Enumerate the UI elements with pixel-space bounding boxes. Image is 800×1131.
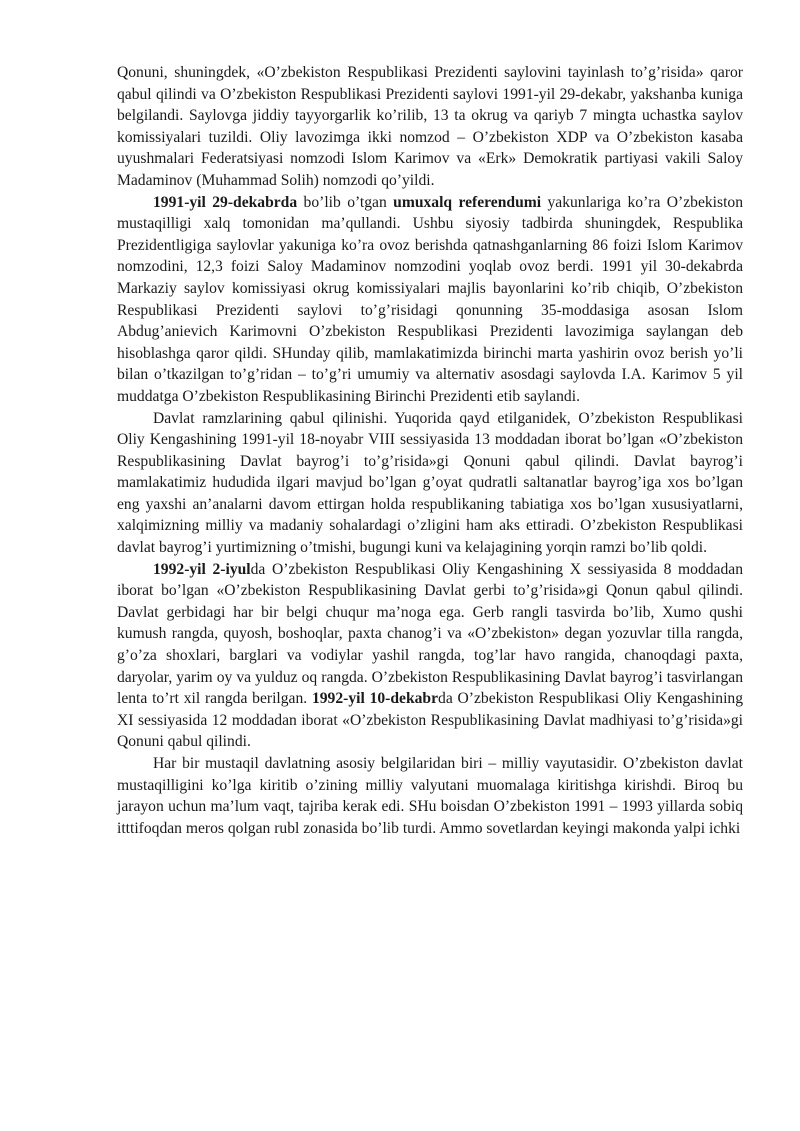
paragraph-referendum bbox=[117, 192, 743, 408]
document-page bbox=[117, 62, 743, 839]
bold-term: umuxalq referendumi bbox=[393, 193, 542, 211]
text-run: da O’zbekiston Respublikasi Oliy Kengashining XI sessiyasida 12 moddadan iborat «O’zbekiston Respublikasining Davlat madhiyasi to’g’risida»gi Qonuni qabul qilindi. bbox=[117, 690, 744, 751]
paragraph-currency bbox=[117, 753, 743, 839]
text-run: yakunlariga ko’ra O’zbekiston mustaqilligi xalq tomonidan ma’qullandi. Ushbu siyosiy tadbirda shuningdek, Respublika Prezidentligiga saylovlar yakuniga ko’ra ovoz berishda qatnashganlarning 86 foizi Islom Karimov nomzodini, 12,3 foizi Saloy Madaminov nomzodini yoqlab ovoz berdi. 1991 yil 30-dekabrda Markaziy saylov komissiyasi okrug komissiyalari majlis bayonlarini ko’rib chiqib, O’zbekiston Respublikasi Prezidenti saylovi to’g’risidagi qonunning 35-moddasiga asosan Islom Abdug’anievich Karimovni O’zbekiston Respublikasi Prezidenti lavozimiga saylangan deb hisoblashga qaror qildi. SHunday qilib, mamlakatimizda birinchi marta yashirin ovoz berish yo’li bilan o’tkazilgan to’g’ridan – to’g’ri umumiy va alternativ asosdagi saylovda I.A. Karimov 5 yil muddatga O’zbekiston Respublikasining Birinchi Prezidenti etib saylandi. bbox=[117, 193, 743, 405]
bold-date: 1991-yil 29-dekabrda bbox=[153, 193, 298, 211]
text-run: bo’lib o’tgan bbox=[297, 193, 394, 211]
paragraph-state-symbols bbox=[117, 408, 743, 559]
text-run: da O’zbekiston Respublikasi Oliy Kengashining X sessiyasida 8 moddadan iborat bo’lgan «O’zbekiston Respublikasining Davlat gerbi to’g’risida»gi Qonun qabul qilindi. Davlat gerbidagi har bir belgi chuqur ma’noga ega. Gerb rangli tasvirda bo’lib, Xumo qushi kumush rangda, quyosh, boshoqlar, paxta chanog’i va «O’zbekiston» degan yozuvlar tilla rangda, g’o’za shoxlari, barglari va vodiylar yashil rangda, tog’lar havo rangida, chanoqdagi paxta, daryolar, yarim oy va yulduz oq rangda. O’zbekiston Respublikasining Davlat bayrog’i tasvirlangan lenta to’rt xil rangda berilgan. bbox=[117, 560, 743, 708]
text-run: Har bir mustaqil davlatning asosiy belgilaridan biri – milliy vayutasidir. O’zbekiston davlat mustaqilligini ko’lga kiritib o’zining milliy valyutani muomalaga kiritishga kirishdi. Biroq bu jarayon uchun ma’lum vaqt, tajriba kerak edi. SHu boisdan O’zbekiston 1991 – 1993 yillarda sobiq itttifoqdan meros qolgan rubl zonasida bo’lib turdi. Ammo sovetlardan keyingi makonda yalpi ichki bbox=[117, 755, 743, 837]
text-run: Davlat ramzlarining qabul qilinishi. Yuqorida qayd etilganidek, O’zbekiston Respublikasi Oliy Kengashining 1991-yil 18-noyabr VIII sessiyasida 13 moddadan iborat bo’lgan «O’zbekiston Respublikasining Davlat bayrog’i to’g’risida»gi Qonuni qabul qilindi. Davlat bayrog’i mamlakatimiz hududida ilgari mavjud bo’lgan g’oyat qudratli saltanatlar bayrog’iga xos bo’lgan eng yaxshi an’analarni davom ettirgan holda respublikaning tabiatiga xos bo’lgan xususiyatlarni, xalqimizning milliy va madaniy sohalardagi o’zligini ham aks ettiradi. O’zbekiston Respublikasi davlat bayrog’i yurtimizning o’tmishi, bugungi kuni va kelajagining yorqin ramzi bo’lib qoldi. bbox=[117, 409, 743, 557]
bold-date: 1992-yil 10-dekabr bbox=[311, 690, 439, 708]
paragraph-election bbox=[117, 62, 743, 192]
text-run: Qonuni, shuningdek, «O’zbekiston Respublikasi Prezidenti saylovini tayinlash to’g’risida» qaror qabul qilindi va O’zbekiston Respublikasi Prezidenti saylovi 1991-yil 29-dekabr, yakshanba kuniga belgilandi. Saylovga jiddiy tayyorgarlik ko’rilib, 13 ta okrug va qariyb 7 mingta uchastka saylov komissiyalari tuzildi. Oliy lavozimga ikki nomzod – O’zbekiston XDP va O’zbekiston kasaba uyushmalari Federatsiyasi nomzodi Islom Karimov va «Erk» Demokratik partiyasi vakili Saloy Madaminov (Muhammad Solih) nomzodi qo’yildi. bbox=[117, 64, 743, 189]
bold-date: 1992-yil 2-iyul bbox=[153, 560, 251, 578]
paragraph-coat-of-arms bbox=[117, 559, 743, 753]
